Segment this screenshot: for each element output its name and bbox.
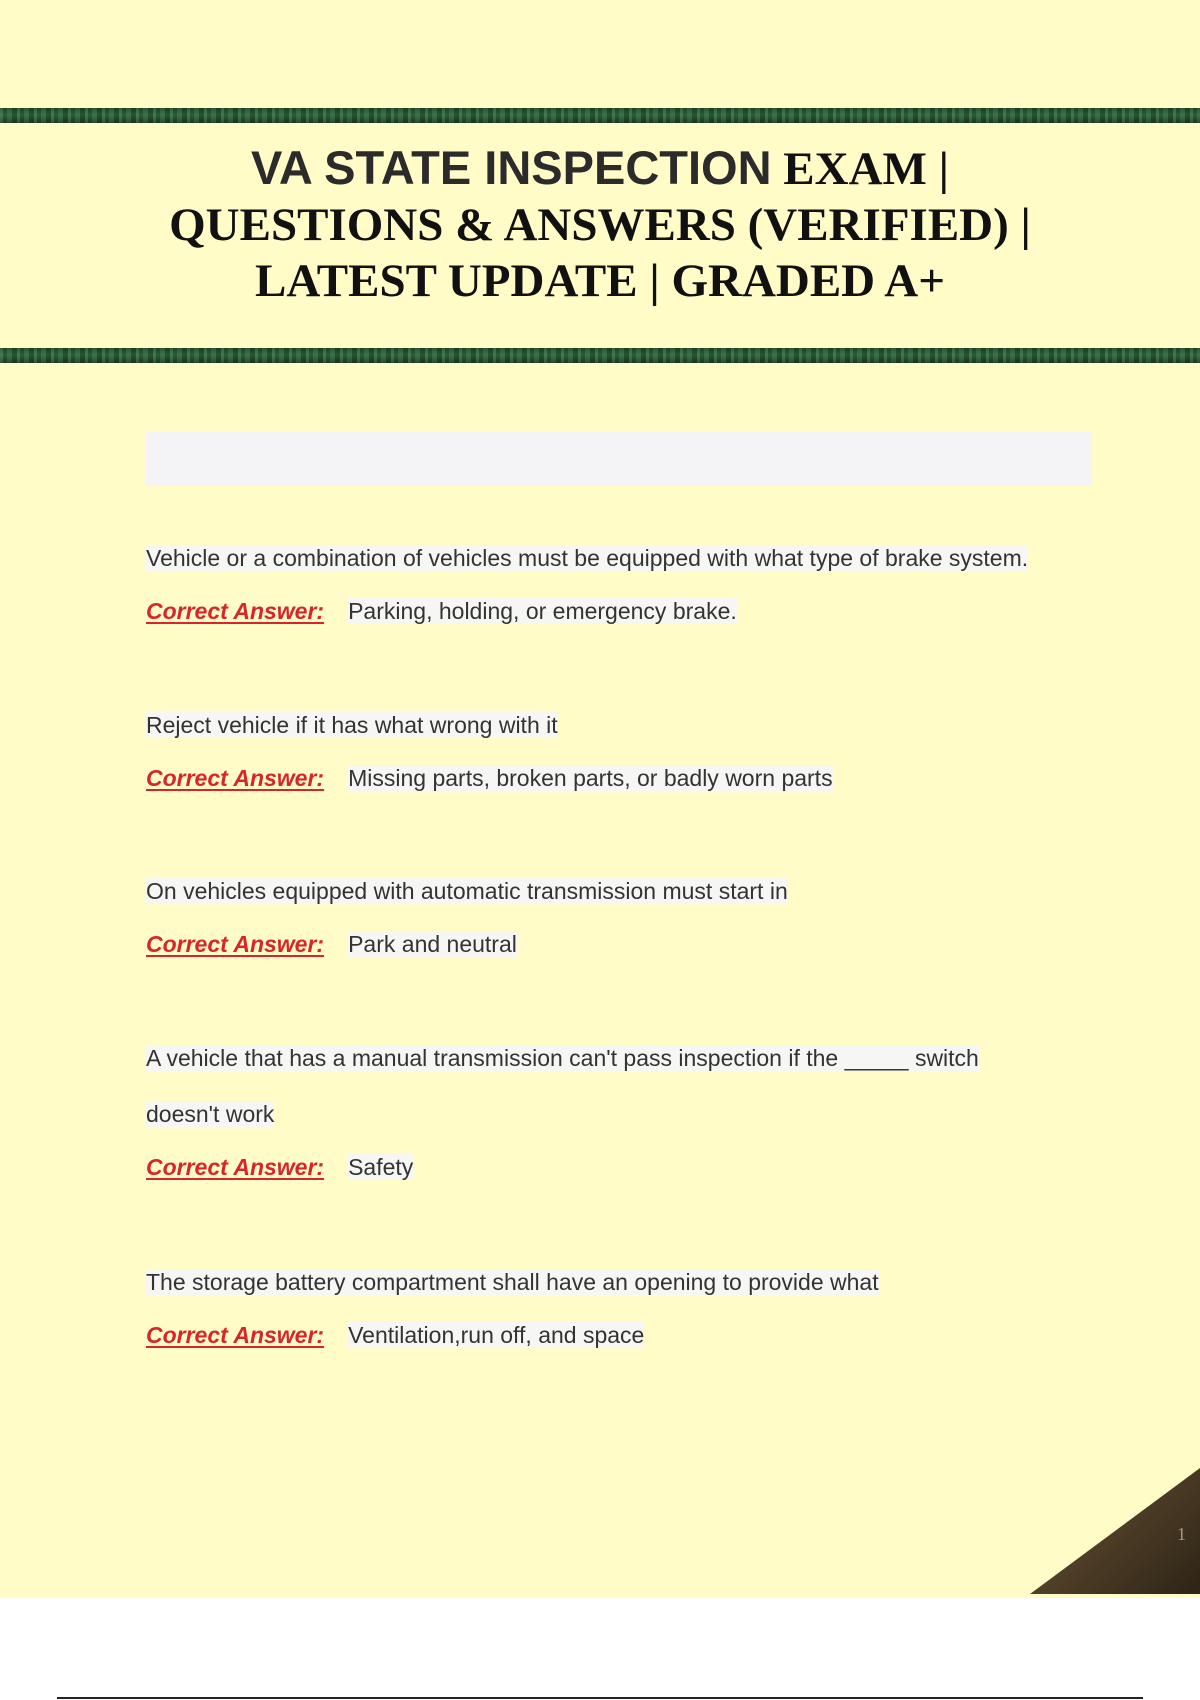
qa-item	[146, 697, 1106, 793]
page-number: 1	[1177, 1524, 1186, 1544]
correct-answer-label: Correct Answer:	[146, 1322, 325, 1348]
correct-answer-label: Correct Answer:	[146, 931, 325, 957]
blank-highlight-box	[146, 432, 1092, 486]
question	[146, 1254, 1106, 1310]
question-text: On vehicles equipped with automatic transmission must start in	[146, 878, 788, 904]
answer	[146, 763, 1106, 793]
answer	[146, 1152, 1106, 1182]
page-corner-decoration	[1030, 1468, 1200, 1594]
question	[146, 1030, 1106, 1086]
correct-answer-label: Correct Answer:	[146, 598, 325, 624]
answer	[146, 929, 1106, 959]
qa-item	[146, 1254, 1106, 1350]
question-text: Reject vehicle if it has what wrong with it	[146, 712, 558, 738]
question	[146, 1086, 1106, 1142]
question-text: Vehicle or a combination of vehicles must be equipped with what type of brake system.	[146, 545, 1029, 571]
qa-item	[146, 530, 1106, 626]
answer-text: Safety	[348, 1154, 414, 1180]
qa-item	[146, 1030, 1106, 1182]
correct-answer-label: Correct Answer:	[146, 765, 325, 791]
question	[146, 530, 1106, 586]
footer-divider	[57, 1697, 1143, 1699]
document-title	[60, 140, 1140, 309]
qa-item	[146, 863, 1106, 959]
answer	[146, 596, 1106, 626]
answer-text: Ventilation,run off, and space	[348, 1322, 645, 1348]
top-decorative-band	[0, 108, 1200, 123]
correct-answer-label: Correct Answer:	[146, 1154, 325, 1180]
question-text-line2: doesn't work	[146, 1101, 275, 1127]
bottom-decorative-band	[0, 348, 1200, 363]
answer	[146, 1320, 1106, 1350]
answer-text: Missing parts, broken parts, or badly worn parts	[348, 765, 833, 791]
title-line1-serif: EXAM |	[783, 143, 949, 195]
question	[146, 863, 1106, 919]
question-text: The storage battery compartment shall have an opening to provide what	[146, 1269, 879, 1295]
title-line3: LATEST UPDATE | GRADED A+	[254, 255, 946, 307]
question	[146, 697, 1106, 753]
title-line2: QUESTIONS & ANSWERS (VERIFIED) |	[169, 199, 1031, 251]
answer-text: Park and neutral	[348, 931, 517, 957]
question-text-line1: A vehicle that has a manual transmission can't pass inspection if the _____ switch	[146, 1045, 979, 1071]
answer-text: Parking, holding, or emergency brake.	[348, 598, 737, 624]
title-line1-sans: VA STATE INSPECTION	[251, 141, 772, 194]
